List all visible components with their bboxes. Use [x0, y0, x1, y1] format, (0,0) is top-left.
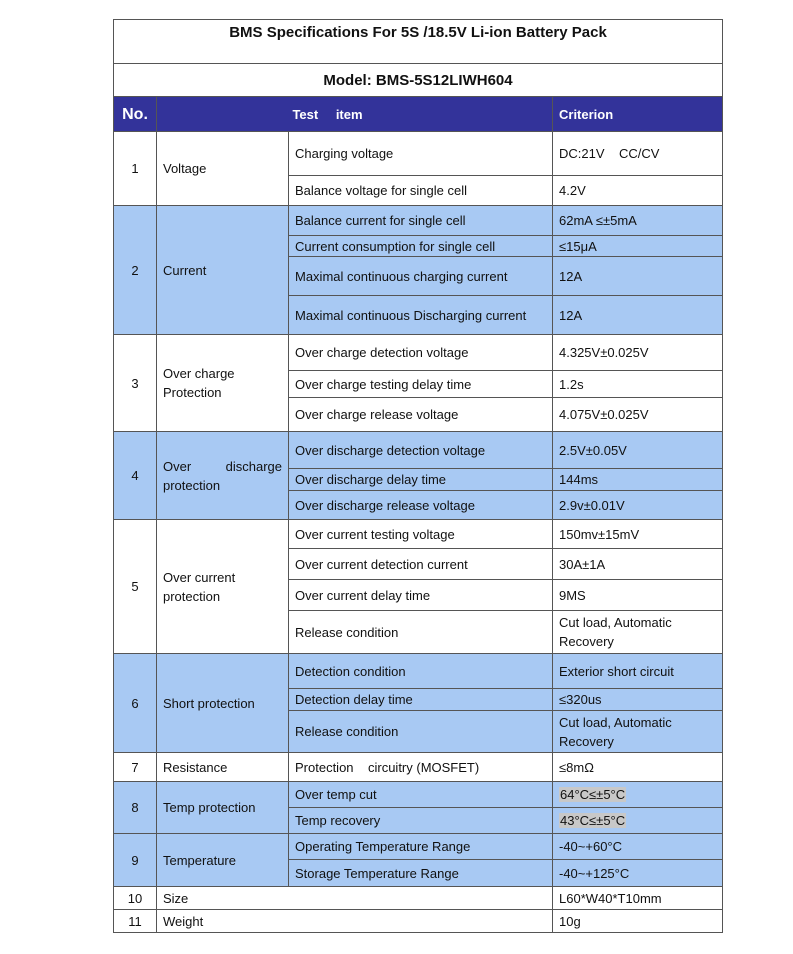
group-name: Size [157, 887, 553, 910]
group-name-line: Protection [163, 385, 222, 400]
criterion-value: 10g [553, 910, 723, 933]
criterion-line: Cut load, Automatic [559, 615, 672, 630]
group-name-line: protection [163, 477, 221, 493]
group-name: Current [157, 206, 289, 335]
test-item: Maximal continuous charging current [289, 257, 553, 296]
criterion-value: -40~+60°C [553, 834, 723, 860]
table-row [114, 520, 723, 549]
criterion-value: 2.5V±0.05V [553, 432, 723, 469]
document-title: BMS Specifications For 5S /18.5V Li-ion Battery Pack [114, 20, 723, 64]
test-item: Temp recovery [289, 808, 553, 834]
criterion-value [553, 611, 723, 654]
table-row [114, 654, 723, 689]
test-item: Balance voltage for single cell [289, 176, 553, 206]
group-name-line: Over discharge [163, 458, 282, 474]
table-row [114, 132, 723, 176]
row-number: 11 [114, 910, 157, 933]
header-test-item: Test item [157, 97, 553, 132]
criterion-value: 4.2V [553, 176, 723, 206]
criterion-line: Recovery [559, 733, 614, 749]
criterion-value [553, 711, 723, 753]
criterion-value: 9MS [553, 580, 723, 611]
criterion-value [553, 782, 723, 808]
group-name [157, 335, 289, 432]
test-item: Storage Temperature Range [289, 860, 553, 887]
model-number: Model: BMS-5S12LIWH604 [114, 64, 723, 97]
row-number: 8 [114, 782, 157, 834]
row-number: 1 [114, 132, 157, 206]
table-row [114, 753, 723, 782]
spec-sheet [113, 19, 722, 933]
row-number: 4 [114, 432, 157, 520]
criterion-value: ≤320us [553, 689, 723, 711]
test-item: Operating Temperature Range [289, 834, 553, 860]
criterion-value [553, 808, 723, 834]
criterion-line: Cut load, Automatic [559, 714, 672, 730]
table-row [114, 335, 723, 371]
table-row [114, 910, 723, 933]
highlighted-value: 43°C≤±5°C [560, 813, 626, 828]
group-name-line: Over current [163, 569, 236, 585]
row-number: 2 [114, 206, 157, 335]
test-item: Over current delay time [289, 580, 553, 611]
test-item: Over temp cut [289, 782, 553, 808]
criterion-value: 62mA ≤±5mA [553, 206, 723, 236]
table-row [114, 834, 723, 860]
test-item: Over charge testing delay time [289, 371, 553, 398]
test-item: Balance current for single cell [289, 206, 553, 236]
test-item: Over charge detection voltage [289, 335, 553, 371]
test-item: Detection condition [289, 654, 553, 689]
group-name: Short protection [157, 654, 289, 753]
group-name: Temperature [157, 834, 289, 887]
test-item: Over charge release voltage [289, 398, 553, 432]
criterion-value: L60*W40*T10mm [553, 887, 723, 910]
header-criterion: Criterion [553, 97, 723, 132]
row-number: 7 [114, 753, 157, 782]
row-number: 5 [114, 520, 157, 654]
test-item: Over current testing voltage [289, 520, 553, 549]
group-name: Resistance [157, 753, 289, 782]
criterion-value: 144ms [553, 469, 723, 491]
criterion-line: Recovery [559, 634, 614, 649]
criterion-value: 1.2s [553, 371, 723, 398]
criterion-value: 30A±1A [553, 549, 723, 580]
row-number: 6 [114, 654, 157, 753]
row-number: 10 [114, 887, 157, 910]
criterion-value: DC:21V CC/CV [553, 132, 723, 176]
criterion-value: 150mv±15mV [553, 520, 723, 549]
test-item: Charging voltage [289, 132, 553, 176]
test-item: Release condition [289, 611, 553, 654]
test-item: Detection delay time [289, 689, 553, 711]
criterion-value: ≤8mΩ [553, 753, 723, 782]
group-name-line: Over charge [163, 366, 235, 381]
group-name [157, 520, 289, 654]
criterion-value: ≤15μA [553, 236, 723, 257]
test-item: Current consumption for single cell [289, 236, 553, 257]
criterion-value: Exterior short circuit [553, 654, 723, 689]
group-name [157, 432, 289, 520]
criterion-value: -40~+125°C [553, 860, 723, 887]
highlighted-value: 64°C≤±5°C [560, 787, 626, 802]
test-item: Over discharge detection voltage [289, 432, 553, 469]
criterion-value: 12A [553, 296, 723, 335]
table-row [114, 782, 723, 808]
group-name-line: protection [163, 588, 221, 604]
table-header [114, 97, 723, 132]
criterion-value: 12A [553, 257, 723, 296]
group-name: Temp protection [157, 782, 289, 834]
test-item: Over current detection current [289, 549, 553, 580]
table-row [114, 432, 723, 469]
row-number: 9 [114, 834, 157, 887]
test-item: Over discharge delay time [289, 469, 553, 491]
criterion-value: 2.9v±0.01V [553, 491, 723, 520]
row-number: 3 [114, 335, 157, 432]
table-row [114, 206, 723, 236]
spec-table [113, 19, 723, 933]
header-no: No. [114, 97, 157, 132]
test-item: Over discharge release voltage [289, 491, 553, 520]
test-item: Protection circuitry (MOSFET) [289, 753, 553, 782]
table-row [114, 887, 723, 910]
group-name: Weight [157, 910, 553, 933]
group-name: Voltage [157, 132, 289, 206]
test-item: Release condition [289, 711, 553, 753]
criterion-value: 4.075V±0.025V [553, 398, 723, 432]
test-item: Maximal continuous Discharging current [289, 296, 553, 335]
criterion-value: 4.325V±0.025V [553, 335, 723, 371]
